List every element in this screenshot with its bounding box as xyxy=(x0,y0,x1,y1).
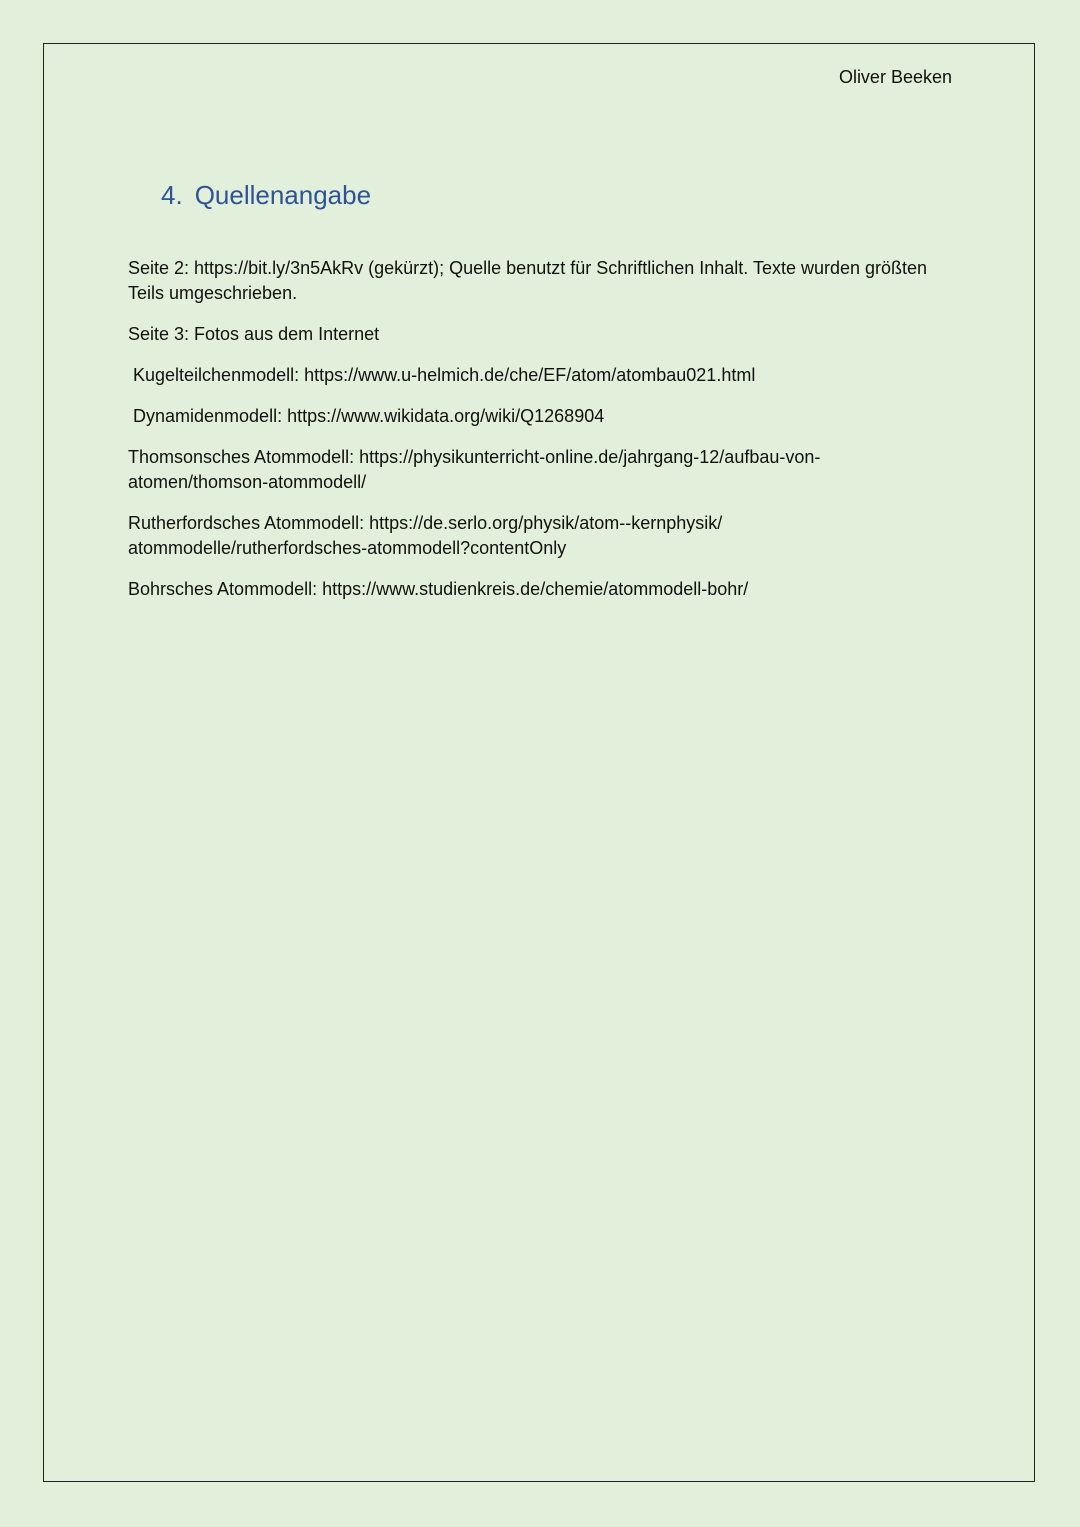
source-entry-page2: Seite 2: https://bit.ly/3n5AkRv (gekürzt); Quelle benutzt für Schriftlichen Inhalt. Texte wurden größten Teils umgeschrieben. xyxy=(128,258,928,303)
author-name: Oliver Beeken xyxy=(838,67,952,87)
section-number: 4. xyxy=(161,180,183,210)
source-entry-rutherford: Rutherfordsches Atommodell: https://de.serlo.org/physik/atom--kernphysik/atommodelle/rutherfordsches-atommodell?contentOnly xyxy=(128,513,723,558)
section-title: Quellenangabe xyxy=(194,180,372,210)
source-entry-thomson: Thomsonsches Atommodell: https://physikunterricht-online.de/jahrgang-12/aufbau-von-atomen/thomson-atommodell/ xyxy=(128,447,821,492)
source-entry-page3: Seite 3: Fotos aus dem Internet xyxy=(128,324,380,344)
source-entry-dynamidenmodell: Dynamidenmodell: https://www.wikidata.org/wiki/Q1268904 xyxy=(133,406,605,426)
source-entry-kugelteilchenmodell: Kugelteilchenmodell: https://www.u-helmich.de/che/EF/atom/atombau021.html xyxy=(133,365,756,385)
source-entry-bohr: Bohrsches Atommodell: https://www.studienkreis.de/chemie/atommodell-bohr/ xyxy=(128,579,749,599)
section-heading xyxy=(161,178,371,212)
source-list xyxy=(128,256,958,618)
